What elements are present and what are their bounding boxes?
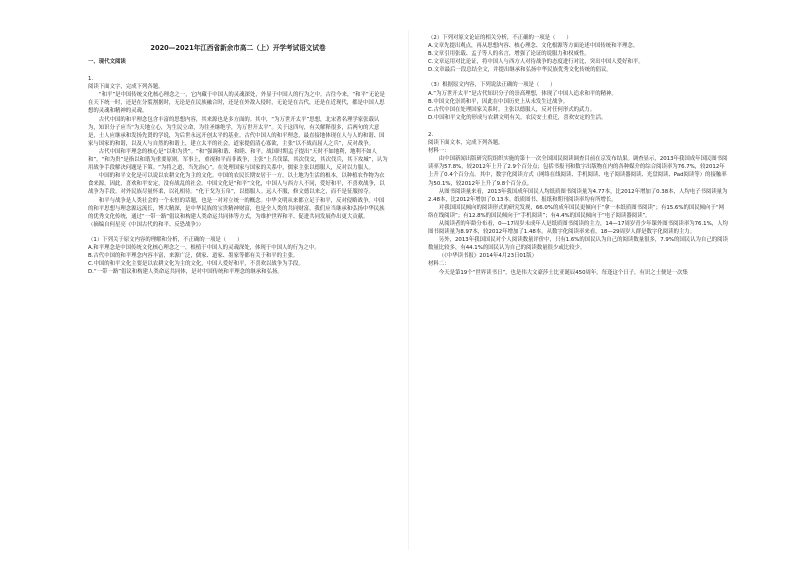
right-column — [428, 34, 728, 277]
answer-option: D.文章最后一段总结全文，并提出继承和弘扬中华民族优秀文化传统的倡议。 — [428, 67, 612, 74]
sub-question-stem: （3）根据原文内容，下列说法正确的一项是（ ） — [428, 82, 556, 89]
article-paragraph: 中国的和平文化是可以说以农耕文化为主的文化。中国的农民长期安居于一方，以土地为生活的根本，以种植农作物为衣食来源，因此，喜欢和平安定，没有战乱的社会。中国文化是“和平”文化，中国人与西方人不同，爱好和平，不喜欢战争，以战争为手段。对外民族尽量怀柔，以礼相待。“化干戈为玉帛”，以德服人。远人不服，修文德以来之，而不是征服掠夺。 — [88, 173, 385, 196]
answer-option: D.“一带一路”倡议和构建人类命运共同体，是对中国传统和平理念的继承和弘扬。 — [88, 269, 283, 276]
answer-option: B.文章引用张载、孟子等人的名言，增强了论证的说服力和权威性。 — [428, 51, 590, 58]
answer-option: B.古代中国的和平理念内容丰富，来源广泛，儒家、道家、墨家等都有关于和平的主张。 — [88, 253, 299, 260]
answer-option: B.中国文化崇尚和平，因此在中国历史上从未发生过战争。 — [428, 98, 569, 105]
column-divider — [408, 30, 409, 550]
material-paragraph: 另外，2013年我国国民对个人阅读数量评价中，只有1.6%的国民认为自己的阅读数量很多，7.9%的国民认为自己的阅读数量比较多，有44.1%的国民认为自己的阅读数量很少或比较少。 — [428, 237, 728, 252]
material-label: 材料二： — [428, 261, 450, 268]
material-paragraph: 对我国国民倾向的阅读形式的研究发现，66.0%的成年国民更倾向于“拿一本纸质图书阅读”；有15.6%的国民倾向于“网络在线阅读”；有12.8%的国民倾向于“手机阅读”；有4.4%的国民倾向于“电子阅读器阅读”。 — [428, 204, 725, 219]
page-title: 2020—2021年江西省新余市高二（上）开学考试语文试卷 — [150, 44, 326, 52]
article-paragraph: 和平与战争是人类社会的一个永恒的话题，也是一对对立统一的概念。中华文明从来都立足于和平，反对侵略战争。中国的和平思想与理念源远流长，博大精深，是中华民族的宝贵精神财富，也是全人类的共同财富。我们应当继承和弘扬中华民族的优秀文化传统，通过“一带一路”倡议和构建人类命运共同体等方式，为维护世界和平、促进共同发展作出更大贡献。 — [88, 197, 385, 220]
article-paragraph: 古代中国和平理念的核心是“以和为贵”。“和”强调和谐、和睦、和平。战国时期孟子提出“天时不如地利，地利不如人和”。“和为贵”是指以和谐为重要原则。军事上，重视和平而非战争，主张“上兵伐谋，其次伐交，其次伐兵，其下攻城”，认为用战争手段解决问题是下策。“为将之道，当先治心”。在处理国家与国家的关系中，儒家主张以德服人，反对以力服人。 — [88, 148, 388, 172]
material-source: （《中华读书报》2014年4月23日01版） — [438, 253, 538, 260]
left-column — [88, 58, 388, 276]
article-source: （摘编自何星亮《中国古代的和平、反恐战争》） — [88, 221, 204, 228]
answer-option: A.和平理念是中国传统文化核心理念之一，根植于中国人的灵魂深处，体现于中国人的行为之中。 — [88, 244, 320, 251]
question-intro: 阅读下面文字，完成下列各题。 — [88, 84, 164, 91]
article-paragraph: 古代中国的和平理念包含丰富的思想内容，其来源也是多方面的。其中，“为万世开太平”思想，北宋著名理学家张载认为，知识分子应当“为天地立心，为生民立命，为往圣继绝学，为万世开太平”。关于这四句，有关解释很多，后两句的大意是，士人应继承和发扬先贤的学说，为后世永远开创太平的基业。古代中国人的和平理念，最直接地体现在人与人的和谐、国家与国家的和谐，以及人与自然的和谐上，建立太平的社会。道家提倡清心寡欲，主张“以不战而屈人之兵”，反对战争。 — [88, 116, 385, 147]
answer-option: C.文章运用对比论证，将中国人与西方人对待战争的态度进行对比，突出中国人爱好和平。 — [428, 59, 644, 66]
answer-option: C.中国的和平文化主要是以农耕文化为主的文化，中国人爱好和平，不喜欢以战争为手段。 — [88, 261, 304, 268]
material-paragraph: 由中国新闻出版研究院组织实施的第十一次全国国民阅读调查目前在京发布结果。调查显示，2013年我国成年国民图书阅读率为57.8%，较2012年上升了2.9个百分点；包括书报刊和数字出版物在内的各种媒介的综合阅读率为76.7%，较2012年上升了0.4个百分点。其中，数字化阅读方式（网络在线阅读、手机阅读、电子阅读器阅读、光盘阅读、Pad阅读等）的接触率为50.1%，较2012年上升了9.8个百分点。 — [428, 156, 728, 187]
question-number: 1. — [88, 76, 94, 83]
article-paragraph: “和平”是中国传统文化核心理念之一，它内藏于中国人的灵魂深处，外显于中国人的行为之中。古往今来，“和平”无论是在天下统一时，还是在分裂割据时，无论是在民族融合时，还是在外敌入侵时，无论是在古代，还是在近现代，都是中国人思想的灵魂和精神的灵魂。 — [88, 92, 385, 115]
sub-question-stem: （2）下列对原文论证的相关分析，不正确的一项是（ ） — [428, 35, 572, 41]
answer-option: A.文章先提出观点，再从思想内容、核心理念、文化根源等方面论述中国传统和平理念。 — [428, 43, 639, 50]
answer-option: D.中国和平文化的形成与农耕文明有关，农民安土重迁，喜欢安定的生活。 — [428, 114, 607, 121]
question-number: 2. — [428, 131, 434, 138]
material-paragraph: 从阅读者的年龄分布看，0—17周岁未成年人是纸质图书阅读的主力，14—17周岁青少年课外图书阅读率为76.1%，人均图书阅读量为8.97本，较2012年增加了1.48本。从数字化阅读率来看，18—29周岁人群是数字化阅读的主力。 — [428, 220, 728, 236]
sub-question-stem: （1）下列关于原文内容的理解和分析，不正确的一项是（ ） — [88, 236, 243, 243]
answer-option: A.“为万世开太平”是古代知识分子的崇高理想，体现了中国人追求和平的精神。 — [428, 90, 617, 97]
material-label: 材料一： — [428, 148, 450, 155]
section-heading: 一、现代文阅读 — [88, 59, 126, 65]
question-intro: 阅读下面文本，完成下列各题。 — [428, 140, 504, 147]
answer-option: C.古代中国在处理国家关系时，主张以德服人，反对任何形式的武力。 — [428, 106, 596, 113]
material-paragraph: 今天是第19个“世界读书日”，也是伟大文豪莎士比亚诞辰450周年。每逢这个日子，有识之士便是一次集 — [438, 269, 688, 276]
material-paragraph: 从图书阅读量来看，2013年我国成年国民人均纸质图书阅读量为4.77本，比2012年增加了0.38本，人均电子书阅读量为2.48本，比2012年增加了0.13本。纸质图书、报纸和期刊阅读率均有所增长。 — [428, 188, 728, 203]
